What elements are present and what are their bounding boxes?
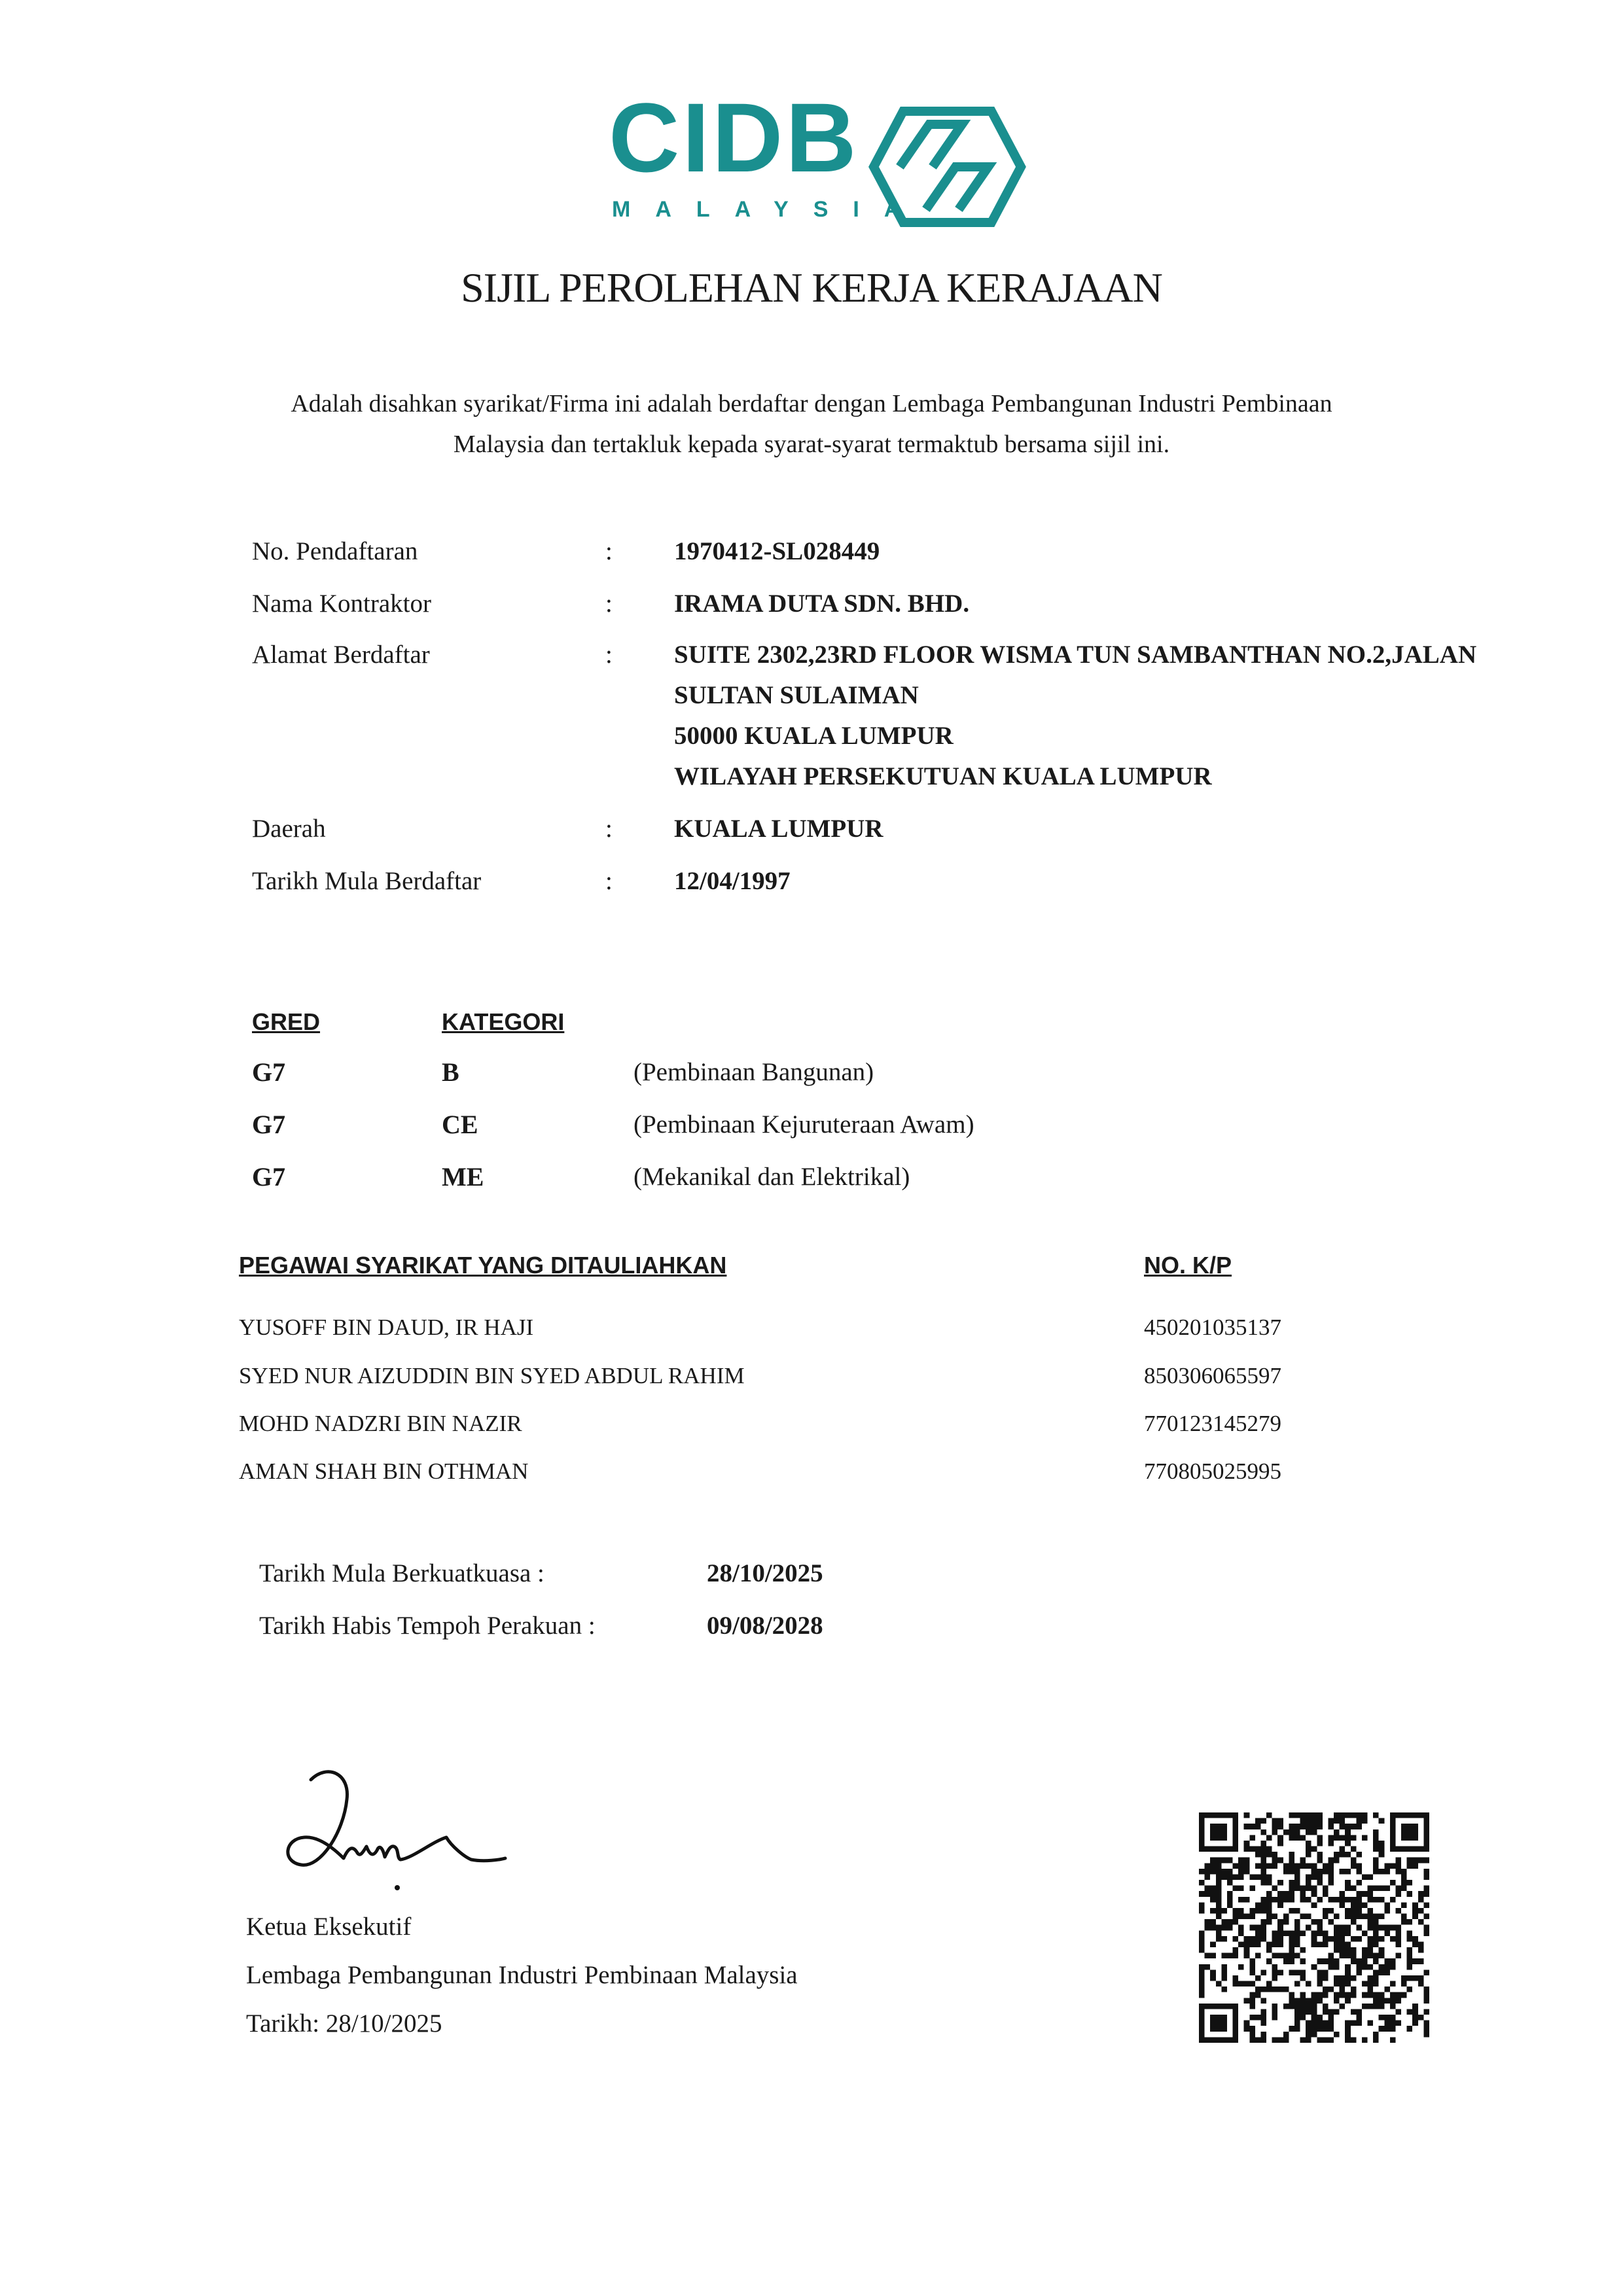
signatory-title: Ketua Eksekutif [246,1913,412,1941]
registration-value: 1970412-SL028449 [674,537,880,565]
address-line: SULTAN SULAIMAN [674,681,919,709]
address-line: WILAYAH PERSEKUTUAN KUALA LUMPUR [674,762,1212,790]
signatory-date: Tarikh: 28/10/2025 [246,2009,442,2038]
contractor-label: Nama Kontraktor [252,590,431,618]
category-description: (Pembinaan Kejuruteraan Awam) [633,1110,974,1139]
grade-value: G7 [252,1057,286,1087]
intro-line-2: Malaysia dan tertakluk kepada syarat-syarat termaktub bersama sijil ini. [453,431,1170,458]
address-label: Alamat Berdaftar [252,641,430,669]
category-description: (Pembinaan Bangunan) [633,1058,874,1086]
officer-name: SYED NUR AIZUDDIN BIN SYED ABDUL RAHIM [239,1363,745,1388]
separator: : [605,815,613,843]
logo-wordmark: CIDB [609,82,859,192]
grade-value: G7 [252,1110,286,1139]
address-line: 50000 KUALA LUMPUR [674,722,954,750]
id-number-header: NO. K/P [1144,1252,1232,1279]
officer-name: YUSOFF BIN DAUD, IR HAJI [239,1315,534,1340]
registration-label: No. Pendaftaran [252,537,418,565]
category-description: (Mekanikal dan Elektrikal) [633,1163,910,1191]
separator: : [605,537,613,565]
expiry-date-label: Tarikh Habis Tempoh Perakuan : [259,1612,596,1640]
grade-value: G7 [252,1162,286,1192]
officer-id: 770123145279 [1144,1411,1281,1436]
district-value: KUALA LUMPUR [674,815,883,843]
address-line: SUITE 2302,23RD FLOOR WISMA TUN SAMBANTHAN NO.2,JALAN [674,641,1477,669]
category-value: ME [442,1162,484,1192]
category-value: CE [442,1110,478,1139]
page-title: SIJIL PEROLEHAN KERJA KERAJAAN [461,264,1162,311]
qr-code-icon [1199,1812,1429,2043]
signatory-organisation: Lembaga Pembangunan Industri Pembinaan Malaysia [246,1961,798,1989]
officer-id: 450201035137 [1144,1315,1281,1340]
officer-id: 770805025995 [1144,1458,1281,1484]
logo-subtitle: MALAYSIA [612,197,925,222]
officer-name: AMAN SHAH BIN OTHMAN [239,1458,529,1484]
separator: : [605,641,613,669]
effective-date-value: 28/10/2025 [707,1559,823,1587]
intro-line-1: Adalah disahkan syarikat/Firma ini adalah berdaftar dengan Lembaga Pembangunan Industri Pembinaan [291,390,1332,417]
signature-image [275,1760,510,1898]
district-label: Daerah [252,815,326,843]
officer-id: 850306065597 [1144,1363,1281,1388]
effective-date-label: Tarikh Mula Berkuatkuasa : [259,1559,544,1587]
expiry-date-value: 09/08/2028 [707,1612,823,1640]
category-header: KATEGORI [442,1008,565,1035]
contractor-value: IRAMA DUTA SDN. BHD. [674,590,970,618]
separator: : [605,867,613,895]
grade-header: GRED [252,1008,321,1035]
start-date-label: Tarikh Mula Berdaftar [252,867,482,895]
officers-header: PEGAWAI SYARIKAT YANG DITAULIAHKAN [239,1252,727,1279]
separator: : [605,590,613,618]
start-date-value: 12/04/1997 [674,867,791,895]
category-value: B [442,1057,459,1087]
officer-name: MOHD NADZRI BIN NAZIR [239,1411,522,1436]
logo-hexagon-icon [864,105,1027,229]
